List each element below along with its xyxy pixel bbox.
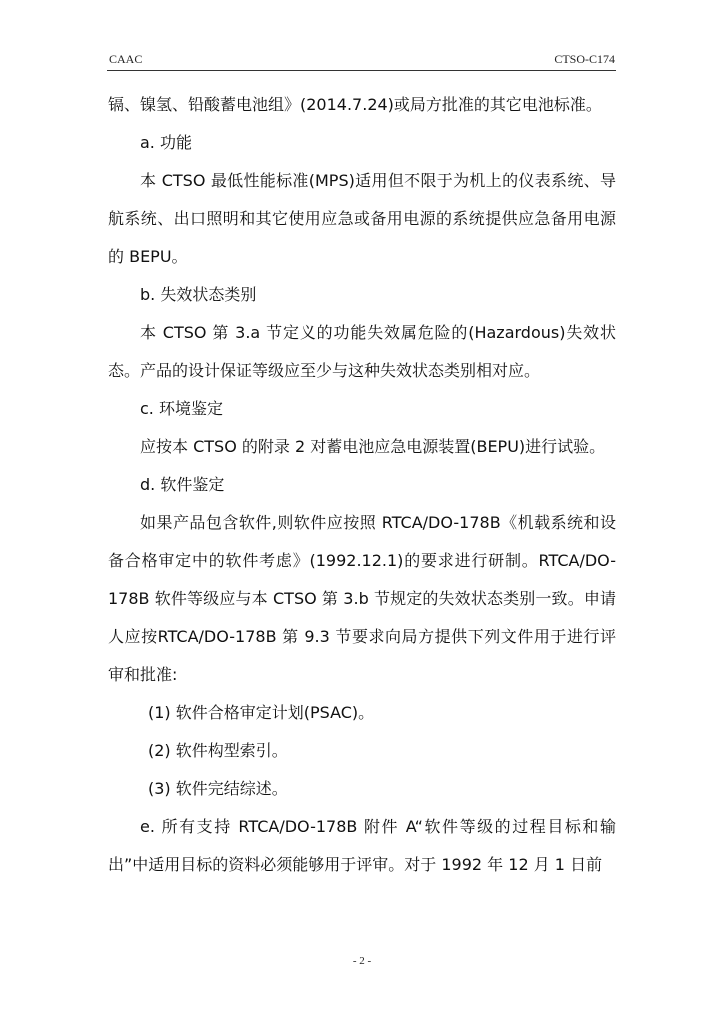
page-number: - 2 - xyxy=(352,955,372,967)
paragraph: 本 CTSO 第 3.a 节定义的功能失效属危险的(Hazardous)失效状态。产品的设计保证等级应至少与这种失效状态类别相对应。 xyxy=(108,323,616,380)
paragraph: 如果产品包含软件,则软件应按照 RTCA/DO-178B《机载系统和设备合格审定中的软件考虑》(1992.12.1)的要求进行研制。RTCA/DO-178B 软件等级应与本 CTSO 第 3.b 节规定的失效状态类别一致。申请人应按RTCA/DO-178B 第 9.3 节要求向局方提供下列文件用于进行评审和批准: xyxy=(108,513,616,684)
header-rule xyxy=(107,70,616,71)
paragraph: 应按本 CTSO 的附录 2 对蓄电池应急电源装置(BEPU)进行试验。 xyxy=(140,437,606,456)
section-heading-c: c. 环境鉴定 xyxy=(140,399,223,418)
header-left-text: CAAC xyxy=(109,52,143,66)
paragraph: 镉、镍氢、铅酸蓄电池组》(2014.7.24)或局方批准的其它电池标准。 xyxy=(108,95,602,114)
paragraph: e. 所有支持 RTCA/DO-178B 附件 A“软件等级的过程目标和输出”中适用目标的资料必须能够用于评审。对于 1992 年 12 月 1 日前 xyxy=(108,817,616,874)
section-heading-a: a. 功能 xyxy=(140,133,192,152)
section-heading-b: b. 失效状态类别 xyxy=(140,285,257,304)
list-item: (1) 软件合格审定计划(PSAC)。 xyxy=(148,703,375,722)
section-heading-d: d. 软件鉴定 xyxy=(140,475,225,494)
list-item: (3) 软件完结综述。 xyxy=(148,779,288,798)
list-item: (2) 软件构型索引。 xyxy=(148,741,288,760)
header-right-text: CTSO-C174 xyxy=(554,52,615,66)
document-body xyxy=(108,86,616,884)
paragraph: 本 CTSO 最低性能标准(MPS)适用但不限于为机上的仪表系统、导航系统、出口照明和其它使用应急或备用电源的系统提供应急备用电源的 BEPU。 xyxy=(108,171,616,266)
